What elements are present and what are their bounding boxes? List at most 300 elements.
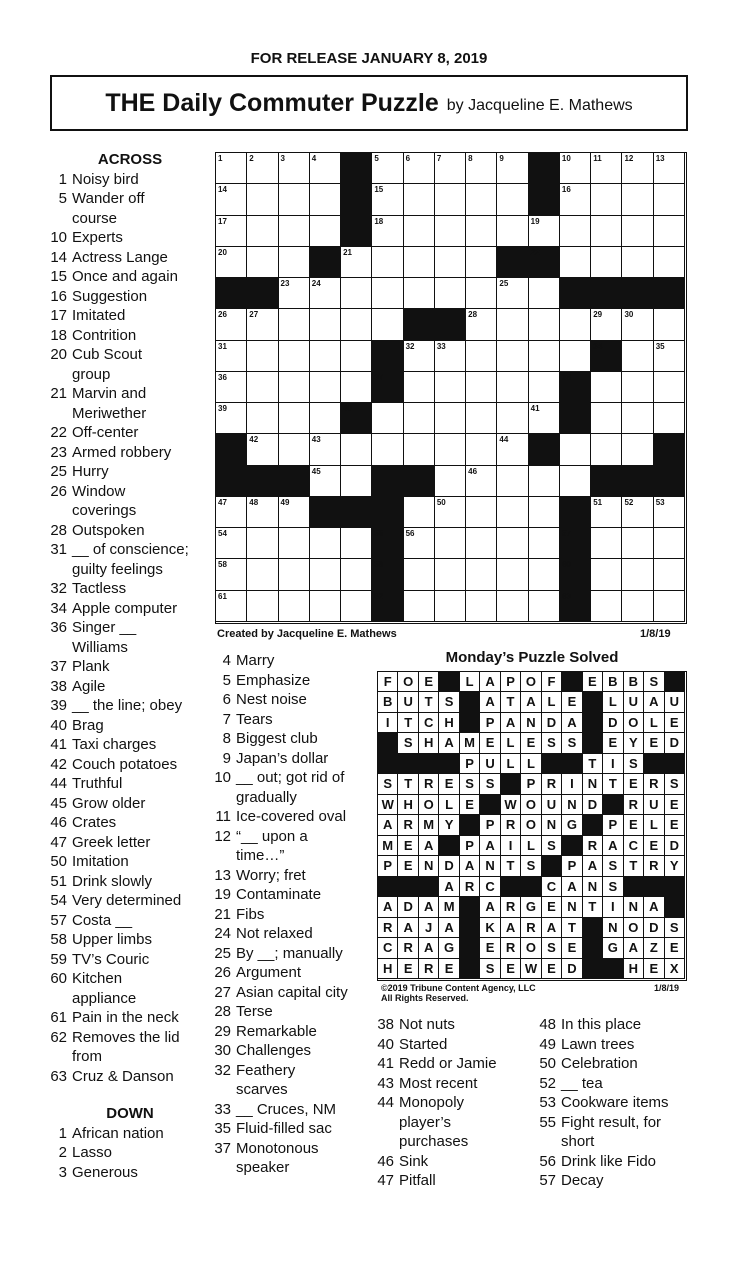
clue-text: Fibs xyxy=(236,905,265,923)
grid-cell[interactable] xyxy=(466,216,497,247)
grid-cell[interactable] xyxy=(404,153,435,184)
grid-cell[interactable] xyxy=(591,497,622,528)
grid-cell[interactable] xyxy=(372,247,403,278)
solution-cell: L xyxy=(439,795,459,815)
clue-text: Couch potatoes xyxy=(72,755,178,773)
grid-cell[interactable] xyxy=(247,497,278,528)
solution-block xyxy=(501,774,521,794)
grid-cell[interactable] xyxy=(310,403,341,434)
grid-cell[interactable] xyxy=(279,559,310,590)
grid-cell[interactable] xyxy=(341,528,372,559)
clue-text: Removes the lid xyxy=(72,1028,180,1046)
grid-cell[interactable] xyxy=(591,403,622,434)
grid-cell[interactable] xyxy=(279,591,310,622)
solution-cell: G xyxy=(562,815,582,835)
grid-cell[interactable] xyxy=(216,153,247,184)
solution-cell: A xyxy=(501,918,521,938)
grid-cell[interactable] xyxy=(654,153,685,184)
solution-cell: L xyxy=(542,692,562,712)
grid-cell[interactable] xyxy=(435,341,466,372)
grid-cell[interactable] xyxy=(216,591,247,622)
grid-cell[interactable] xyxy=(466,153,497,184)
clue-entry xyxy=(50,1008,210,1028)
grid-cell[interactable] xyxy=(435,184,466,215)
grid-cell[interactable] xyxy=(497,466,528,497)
grid-cell[interactable] xyxy=(404,403,435,434)
grid-cell[interactable] xyxy=(497,403,528,434)
grid-cell[interactable] xyxy=(529,559,560,590)
clue-number: 37 xyxy=(214,1139,231,1157)
grid-cell[interactable] xyxy=(216,497,247,528)
grid-cell[interactable] xyxy=(654,372,685,403)
clue-text: By __; manually xyxy=(236,944,343,962)
grid-cell[interactable] xyxy=(560,434,591,465)
cell-number: 18 xyxy=(374,216,384,226)
grid-cell[interactable] xyxy=(466,497,497,528)
grid-cell[interactable] xyxy=(622,309,653,340)
clue-text: Singer __ xyxy=(72,619,137,636)
grid-cell[interactable] xyxy=(466,403,497,434)
grid-cell[interactable] xyxy=(591,153,622,184)
grid-cell[interactable] xyxy=(591,591,622,622)
grid-cell[interactable] xyxy=(529,216,560,247)
grid-cell[interactable] xyxy=(497,216,528,247)
grid-cell[interactable] xyxy=(622,184,653,215)
grid-cell[interactable] xyxy=(529,403,560,434)
grid-cell[interactable] xyxy=(404,591,435,622)
cell-number: 60 xyxy=(561,560,571,570)
solution-cell: O xyxy=(521,815,541,835)
grid-cell[interactable] xyxy=(497,341,528,372)
grid-cell[interactable] xyxy=(404,372,435,403)
grid-cell[interactable] xyxy=(247,184,278,215)
grid-cell[interactable] xyxy=(435,528,466,559)
grid-cell[interactable] xyxy=(654,528,685,559)
solution-cell: P xyxy=(603,815,623,835)
grid-cell[interactable] xyxy=(466,559,497,590)
solution-cell: R xyxy=(419,959,439,979)
solution-cell: S xyxy=(542,733,562,753)
solution-cell: L xyxy=(521,754,541,774)
grid-cell[interactable] xyxy=(560,216,591,247)
crossword-grid[interactable] xyxy=(215,152,687,624)
clue-text: Contaminate xyxy=(236,886,322,903)
grid-cell[interactable] xyxy=(529,372,560,403)
clue-text: Asian capital city xyxy=(236,983,348,1001)
grid-cell[interactable] xyxy=(310,341,341,372)
grid-cell[interactable] xyxy=(622,591,653,622)
clue-number: 22 xyxy=(50,424,67,441)
clue-number: 3 xyxy=(58,1163,67,1181)
grid-cell[interactable] xyxy=(404,434,435,465)
solution-cell: W xyxy=(378,795,398,815)
grid-cell[interactable] xyxy=(654,216,685,247)
down-clue-list-middle xyxy=(213,651,373,1178)
solution-cell: A xyxy=(439,877,459,897)
grid-cell[interactable] xyxy=(341,278,372,309)
solution-cell: D xyxy=(665,836,685,856)
clue-entry xyxy=(213,963,373,983)
grid-cell[interactable] xyxy=(591,528,622,559)
solution-cell: L xyxy=(521,836,541,856)
cell-number: 12 xyxy=(624,154,634,163)
grid-cell[interactable] xyxy=(560,184,591,215)
grid-cell[interactable] xyxy=(216,528,247,559)
grid-cell[interactable] xyxy=(341,559,372,590)
grid-cell[interactable] xyxy=(404,341,435,372)
grid-cell[interactable] xyxy=(622,247,653,278)
grid-cell[interactable] xyxy=(435,403,466,434)
clue-entry xyxy=(50,950,210,970)
grid-cell[interactable] xyxy=(622,372,653,403)
clue-entry xyxy=(50,345,210,365)
grid-cell[interactable] xyxy=(279,309,310,340)
grid-cell[interactable] xyxy=(247,559,278,590)
grid-cell[interactable] xyxy=(435,153,466,184)
grid-cell[interactable] xyxy=(279,403,310,434)
grid-cell[interactable] xyxy=(310,528,341,559)
grid-cell[interactable] xyxy=(372,184,403,215)
grid-cell[interactable] xyxy=(404,247,435,278)
clue-number: 56 xyxy=(539,1152,556,1170)
grid-cell[interactable] xyxy=(372,309,403,340)
grid-cell[interactable] xyxy=(466,466,497,497)
grid-cell[interactable] xyxy=(529,528,560,559)
grid-cell[interactable] xyxy=(560,153,591,184)
grid-cell[interactable] xyxy=(247,341,278,372)
clue-number: 46 xyxy=(50,814,67,831)
grid-cell[interactable] xyxy=(654,184,685,215)
grid-cell[interactable] xyxy=(247,216,278,247)
solution-cell: E xyxy=(583,672,603,692)
clue-number: 40 xyxy=(377,1035,394,1053)
clue-entry xyxy=(376,1152,536,1172)
cell-number: 38 xyxy=(561,372,571,382)
solution-cell: E xyxy=(501,959,521,979)
solution-cell: E xyxy=(521,733,541,753)
clue-text: Actress Lange xyxy=(72,248,168,266)
clue-text: Fight result, for xyxy=(561,1113,662,1131)
clue-number: 57 xyxy=(539,1172,556,1189)
solution-cell: U xyxy=(398,692,418,712)
clue-entry xyxy=(50,774,210,794)
grid-cell[interactable] xyxy=(310,466,341,497)
clue-text: Monotonous xyxy=(236,1139,319,1157)
grid-cell[interactable] xyxy=(529,497,560,528)
clue-entry xyxy=(376,1015,536,1035)
grid-cell[interactable] xyxy=(497,497,528,528)
solution-block xyxy=(665,672,685,692)
grid-cell[interactable] xyxy=(591,434,622,465)
grid-cell[interactable] xyxy=(591,184,622,215)
grid-cell[interactable] xyxy=(404,559,435,590)
solution-cell: A xyxy=(378,815,398,835)
grid-cell[interactable] xyxy=(466,309,497,340)
grid-cell[interactable] xyxy=(279,216,310,247)
grid-cell[interactable] xyxy=(372,434,403,465)
grid-cell[interactable] xyxy=(341,341,372,372)
clue-entry xyxy=(50,638,210,658)
grid-cell[interactable] xyxy=(310,559,341,590)
cell-number: 22 xyxy=(530,247,540,257)
clue-text: Sink xyxy=(399,1152,429,1170)
clue-text: Cub Scout xyxy=(72,346,143,363)
grid-cell[interactable] xyxy=(497,372,528,403)
grid-cell[interactable] xyxy=(497,278,528,309)
grid-cell[interactable] xyxy=(654,559,685,590)
grid-cell[interactable] xyxy=(279,497,310,528)
clue-entry xyxy=(50,1067,210,1087)
grid-block xyxy=(247,278,278,309)
grid-cell[interactable] xyxy=(310,434,341,465)
grid-cell[interactable] xyxy=(310,591,341,622)
grid-cell[interactable] xyxy=(310,278,341,309)
solution-cell: D xyxy=(439,856,459,876)
grid-cell[interactable] xyxy=(622,341,653,372)
clue-text: course xyxy=(72,209,118,227)
grid-cell[interactable] xyxy=(466,247,497,278)
grid-cell[interactable] xyxy=(404,278,435,309)
grid-cell[interactable] xyxy=(216,403,247,434)
grid-cell[interactable] xyxy=(435,247,466,278)
grid-cell[interactable] xyxy=(372,403,403,434)
clue-text: Armed robbery xyxy=(72,443,172,461)
grid-cell[interactable] xyxy=(654,247,685,278)
clue-number xyxy=(538,1132,556,1152)
clue-number: 60 xyxy=(50,970,67,987)
solution-cell: A xyxy=(521,692,541,712)
solution-block xyxy=(439,672,459,692)
grid-cell[interactable] xyxy=(216,247,247,278)
grid-cell[interactable] xyxy=(310,309,341,340)
clue-text: In this place xyxy=(561,1016,642,1033)
grid-cell[interactable] xyxy=(622,216,653,247)
clue-entry xyxy=(50,423,210,443)
solution-cell: L xyxy=(603,692,623,712)
grid-cell[interactable] xyxy=(279,184,310,215)
grid-cell[interactable] xyxy=(341,309,372,340)
clue-text: Grow older xyxy=(72,794,146,812)
grid-cell[interactable] xyxy=(466,184,497,215)
grid-cell[interactable] xyxy=(435,559,466,590)
solution-cell: W xyxy=(501,795,521,815)
grid-cell[interactable] xyxy=(497,309,528,340)
grid-cell[interactable] xyxy=(310,216,341,247)
solution-block xyxy=(644,877,664,897)
grid-cell[interactable] xyxy=(654,497,685,528)
grid-cell[interactable] xyxy=(404,497,435,528)
grid-cell[interactable] xyxy=(622,528,653,559)
clue-number: 2 xyxy=(58,1144,67,1161)
grid-cell[interactable] xyxy=(654,309,685,340)
grid-cell[interactable] xyxy=(310,153,341,184)
grid-cell[interactable] xyxy=(560,309,591,340)
grid-cell[interactable] xyxy=(466,278,497,309)
grid-cell[interactable] xyxy=(247,153,278,184)
solution-cell: E xyxy=(665,938,685,958)
solution-block xyxy=(378,754,398,774)
grid-cell[interactable] xyxy=(372,278,403,309)
solution-block xyxy=(583,938,603,958)
grid-cell[interactable] xyxy=(279,278,310,309)
solution-cell: L xyxy=(501,754,521,774)
puzzle-title: THE Daily Commuter Puzzle xyxy=(105,88,439,117)
grid-cell[interactable] xyxy=(435,497,466,528)
grid-cell[interactable] xyxy=(466,591,497,622)
grid-cell[interactable] xyxy=(435,591,466,622)
grid-cell[interactable] xyxy=(591,372,622,403)
grid-cell[interactable] xyxy=(435,216,466,247)
grid-cell[interactable] xyxy=(622,403,653,434)
grid-cell[interactable] xyxy=(529,309,560,340)
grid-cell[interactable] xyxy=(497,559,528,590)
grid-cell[interactable] xyxy=(247,434,278,465)
grid-cell[interactable] xyxy=(529,591,560,622)
grid-cell[interactable] xyxy=(279,247,310,278)
grid-cell[interactable] xyxy=(372,216,403,247)
solution-cell: E xyxy=(562,938,582,958)
grid-cell[interactable] xyxy=(497,184,528,215)
grid-cell[interactable] xyxy=(279,434,310,465)
grid-cell[interactable] xyxy=(216,559,247,590)
clue-entry xyxy=(538,1035,688,1055)
grid-cell[interactable] xyxy=(591,309,622,340)
grid-cell[interactable] xyxy=(560,466,591,497)
grid-cell[interactable] xyxy=(591,247,622,278)
grid-cell[interactable] xyxy=(435,372,466,403)
clue-number: 50 xyxy=(50,853,67,870)
solution-cell: D xyxy=(562,959,582,979)
grid-block xyxy=(654,466,685,497)
grid-cell[interactable] xyxy=(529,466,560,497)
grid-cell[interactable] xyxy=(279,372,310,403)
grid-cell[interactable] xyxy=(216,184,247,215)
grid-block xyxy=(341,153,372,184)
grid-block xyxy=(310,247,341,278)
grid-cell[interactable] xyxy=(341,372,372,403)
clue-entry xyxy=(376,1054,536,1074)
grid-cell[interactable] xyxy=(466,434,497,465)
clue-number: 15 xyxy=(50,268,67,285)
clue-number xyxy=(213,1080,231,1100)
grid-cell[interactable] xyxy=(341,466,372,497)
solution-cell: Y xyxy=(624,733,644,753)
grid-cell[interactable] xyxy=(216,341,247,372)
grid-cell[interactable] xyxy=(310,184,341,215)
grid-cell[interactable] xyxy=(591,216,622,247)
clue-number: 57 xyxy=(50,911,67,929)
clue-number: 33 xyxy=(214,1100,231,1118)
grid-cell[interactable] xyxy=(622,434,653,465)
grid-cell[interactable] xyxy=(622,559,653,590)
grid-cell[interactable] xyxy=(216,216,247,247)
grid-cell[interactable] xyxy=(529,278,560,309)
grid-block xyxy=(591,466,622,497)
grid-cell[interactable] xyxy=(560,247,591,278)
clue-entry xyxy=(50,521,210,541)
grid-cell[interactable] xyxy=(529,341,560,372)
cell-number: 37 xyxy=(374,372,384,382)
cell-number: 50 xyxy=(436,497,446,507)
clue-number: 21 xyxy=(214,905,231,923)
grid-cell[interactable] xyxy=(372,153,403,184)
grid-cell[interactable] xyxy=(435,434,466,465)
grid-cell[interactable] xyxy=(466,528,497,559)
grid-cell[interactable] xyxy=(247,403,278,434)
grid-cell[interactable] xyxy=(591,559,622,590)
clue-entry xyxy=(213,768,373,788)
grid-block xyxy=(372,497,403,528)
solution-cell: R xyxy=(644,774,664,794)
grid-cell[interactable] xyxy=(247,591,278,622)
grid-cell[interactable] xyxy=(279,341,310,372)
cell-number: 47 xyxy=(218,497,227,507)
down-clue-list-right-1 xyxy=(376,1015,536,1191)
grid-cell[interactable] xyxy=(404,528,435,559)
grid-cell[interactable] xyxy=(654,591,685,622)
grid-cell[interactable] xyxy=(341,247,372,278)
grid-cell[interactable] xyxy=(622,153,653,184)
grid-cell[interactable] xyxy=(622,497,653,528)
grid-cell[interactable] xyxy=(654,341,685,372)
solution-cell: T xyxy=(419,692,439,712)
clue-number xyxy=(50,404,67,424)
clue-entry xyxy=(213,690,373,710)
grid-cell[interactable] xyxy=(466,372,497,403)
grid-cell[interactable] xyxy=(497,153,528,184)
grid-cell[interactable] xyxy=(466,341,497,372)
clue-number: 38 xyxy=(377,1016,394,1033)
grid-cell[interactable] xyxy=(435,278,466,309)
grid-cell[interactable] xyxy=(310,372,341,403)
solution-cell: W xyxy=(521,959,541,979)
grid-cell[interactable] xyxy=(560,341,591,372)
clue-number: 47 xyxy=(50,833,67,851)
grid-cell[interactable] xyxy=(279,153,310,184)
grid-cell[interactable] xyxy=(279,528,310,559)
grid-cell[interactable] xyxy=(654,403,685,434)
grid-cell[interactable] xyxy=(404,184,435,215)
grid-cell[interactable] xyxy=(497,528,528,559)
solution-cell: P xyxy=(460,754,480,774)
clue-text: guilty feelings xyxy=(72,560,163,578)
grid-cell[interactable] xyxy=(404,216,435,247)
grid-cell[interactable] xyxy=(247,528,278,559)
clue-number: 20 xyxy=(50,346,67,363)
clue-number xyxy=(376,1132,394,1152)
clue-number: 32 xyxy=(50,580,67,597)
grid-cell[interactable] xyxy=(247,372,278,403)
solution-cell: R xyxy=(542,774,562,794)
grid-cell[interactable] xyxy=(216,309,247,340)
grid-cell[interactable] xyxy=(247,309,278,340)
solution-cell: E xyxy=(542,959,562,979)
grid-cell[interactable] xyxy=(247,247,278,278)
grid-cell[interactable] xyxy=(216,372,247,403)
solution-block xyxy=(583,959,603,979)
grid-cell[interactable] xyxy=(497,434,528,465)
puzzle-header xyxy=(50,75,688,131)
grid-cell[interactable] xyxy=(497,591,528,622)
clue-text: Argument xyxy=(236,964,302,981)
grid-block xyxy=(435,309,466,340)
grid-cell[interactable] xyxy=(435,466,466,497)
solution-cell: F xyxy=(378,672,398,692)
solution-block xyxy=(665,877,685,897)
grid-cell[interactable] xyxy=(341,434,372,465)
clue-entry xyxy=(50,248,210,268)
grid-cell[interactable] xyxy=(341,591,372,622)
